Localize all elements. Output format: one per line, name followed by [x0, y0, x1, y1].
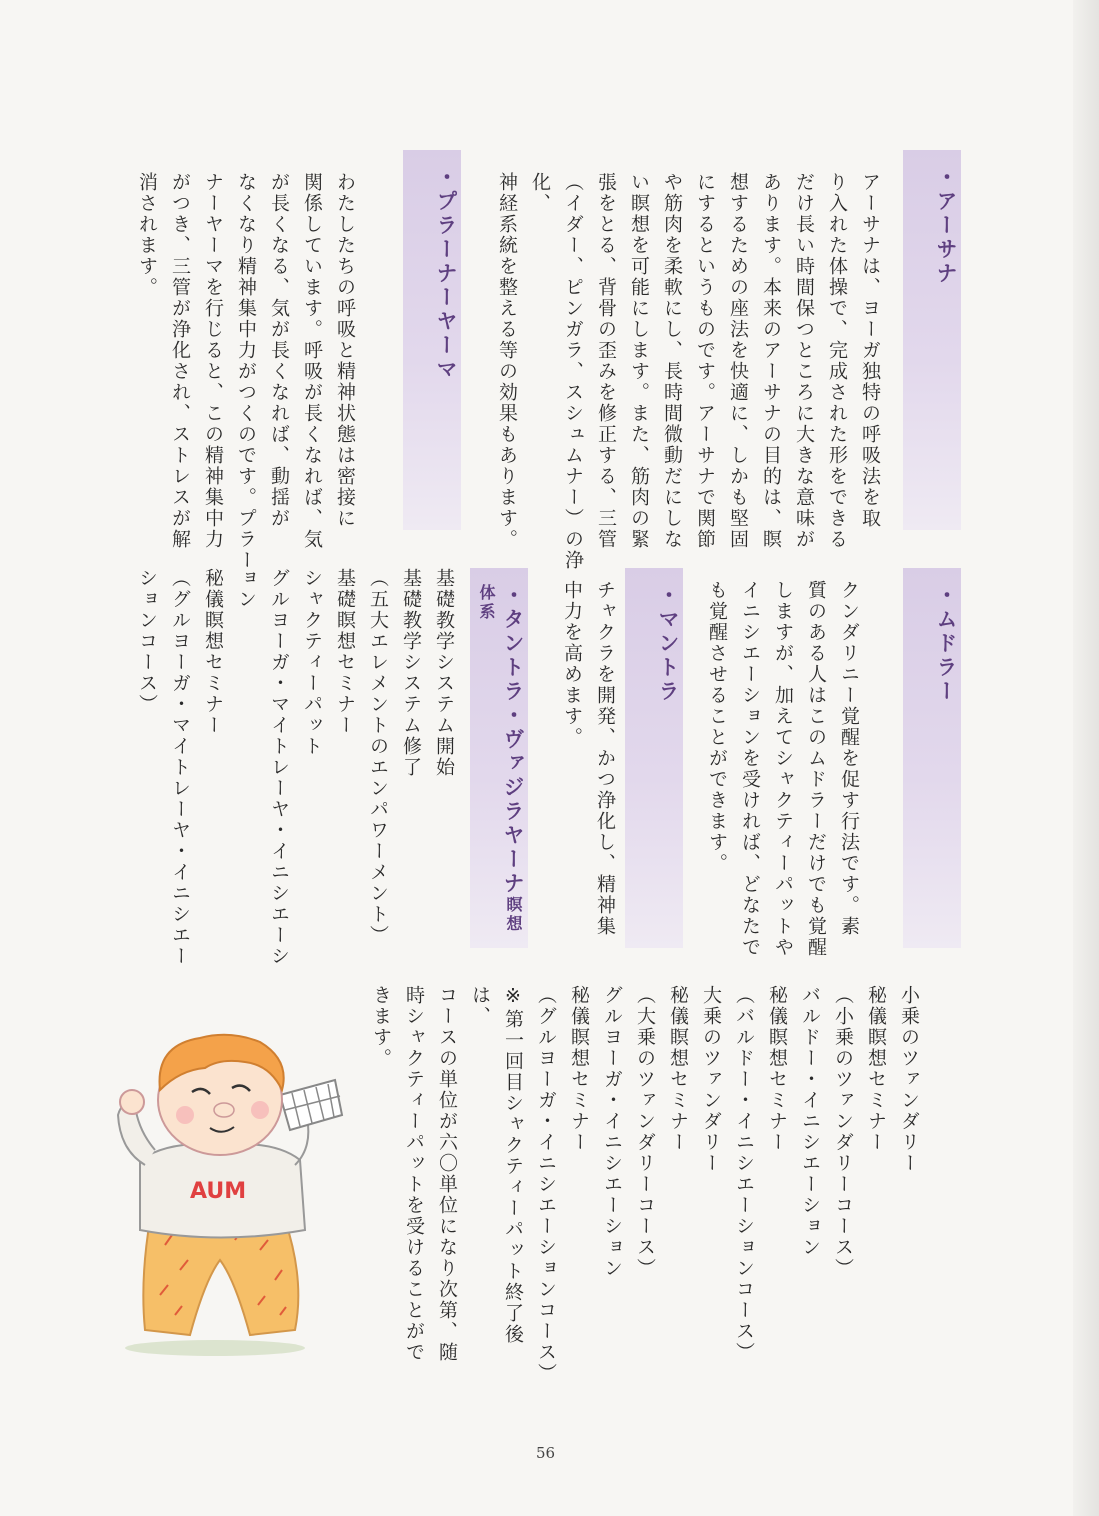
heading-tantra-sub: 瞑想体系 — [477, 584, 523, 934]
heading-tantra-main: ・タントラ・ヴァジラヤーナ — [501, 584, 525, 896]
character-illustration — [110, 1030, 380, 1360]
shirt-logo-text: AUM — [190, 1179, 247, 1204]
text-mudra: クンダリニー覚醒を促す行法です。素 質のある人はこのムドラーだけでも覚醒 しますが、加えてシャクティーパットや イニシエーションを受ければ、どなたで も覚醒させることができます。 — [706, 580, 860, 958]
list-tantra-part2: 小乗のツァンダリー 秘儀瞑想セミナー （小乗のツァンダリーコース） バルドー・イニシエーション 秘儀瞑想セミナー （バルドー・イニシエーションコース） 大乗のツァンダリー 秘儀瞑想セミナー （大乗のツァンダリーコース） グルヨーガ・イニシエーション 秘儀瞑想セミナー （グルヨーガ・イニシエーションコース） ※第一回目シャクティーパット終了後は、 コースの単位が六〇単位になり次第、随 時シャクティーパットを受けることがで きます。 — [370, 985, 920, 1384]
heading-asana: ・アーサナ — [903, 150, 961, 530]
heading-tantra-vajrayana — [470, 568, 528, 948]
text-mantra: チャクラを開発、かつ浄化し、精神集 中力を高めます。 — [561, 580, 616, 937]
page-edge-shadow — [1073, 0, 1099, 1516]
text-asana: アーサナは、ヨーガ独特の呼吸法を取 り入れた体操で、完成された形をできる だけ長い時間保つところに大きな意味が あります。本来のアーサナの目的は、瞑 想するための座法を快適に、しかも堅固 にするというものです。アーサナで関節 や筋肉を柔軟にし、長時間微動だにしな い瞑想を可能にします。また、筋肉の緊 張をとる、背骨の歪みを修正する、三管 （イダー、ピンガラ、スシュムナー）の浄化、 神経系統を整える等の効果もあります。 — [496, 172, 881, 571]
heading-mantra: ・マントラ — [625, 568, 683, 948]
heading-mudra: ・ムドラー — [903, 568, 961, 948]
text-pranayama: わたしたちの呼吸と精神状態は密接に 関係しています。呼吸が長くなれば、気 が長くなる、気が長くなれば、動揺が なくなり精神集中力がつくのです。プラー ナーヤーマを行じると、この精神集中力 がつき、三管が浄化され、ストレスが解 消されます。 — [136, 172, 356, 571]
list-tantra-part1: 基礎教学システム開始 基礎教学システム修了 （五大エレメントのエンパワーメント） 基礎瞑想セミナー シャクティーパット グルヨーガ・マイトレーヤ・イニシエーション 秘儀瞑想セミナー （グルヨーガ・マイトレーヤ・イニシエー ションコース） — [136, 568, 455, 967]
page-number: 56 — [536, 1444, 556, 1462]
heading-pranayama: ・プラーナーヤーマ — [403, 150, 461, 530]
